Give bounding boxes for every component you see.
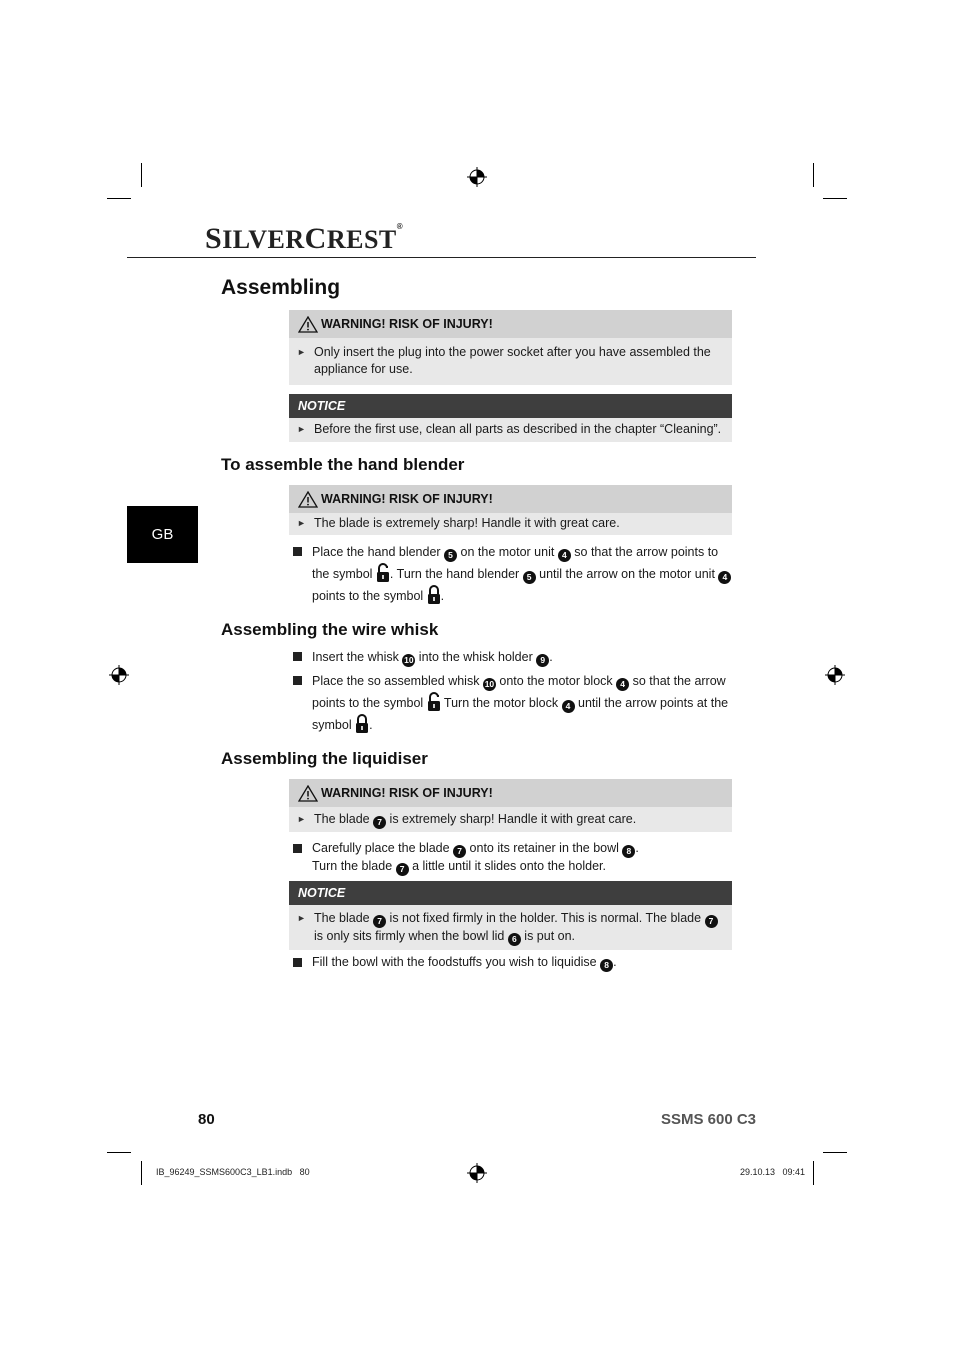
notice-header: NOTICE [289,394,732,418]
part-number-badge: 7 [373,816,386,829]
arrow-bullet-icon: ► [297,424,306,434]
header-rule [127,257,756,258]
instruction-list [293,646,738,736]
locked-padlock-icon [427,585,441,605]
warning-box [289,485,732,535]
warning-triangle-icon [298,316,318,333]
language-tab: GB [127,506,198,563]
page-number: 80 [198,1111,215,1128]
part-number-badge: 4 [718,571,731,584]
square-bullet-icon [293,676,302,685]
brand-logo: SILVERCREST® [205,222,404,255]
warning-header: WARNING! RISK OF INJURY! [289,485,732,513]
square-bullet-icon [293,547,302,556]
square-bullet-icon [293,958,302,967]
registration-mark-icon [109,665,129,685]
part-number-badge: 10 [484,679,495,689]
part-number-badge: 5 [444,549,457,562]
warning-box [289,779,732,832]
section-heading-liquidiser: Assembling the liquidiser [221,749,428,768]
notice-box [289,881,732,950]
warning-triangle-icon [298,491,318,508]
warning-header: WARNING! RISK OF INJURY! [289,310,732,338]
warning-item: ► The blade is extremely sharp! Handle it with great care. [297,516,620,530]
file-info: IB_96249_SSMS600C3_LB1.indb 80 [156,1167,310,1177]
warning-item: ► The blade 7 is extremely sharp! Handle it with great care. [297,812,637,827]
notice-box [289,394,732,442]
registration-mark-icon [825,665,845,685]
arrow-bullet-icon: ► [297,913,306,923]
part-number-badge: 4 [562,700,575,713]
print-date: 29.10.13 09:41 [739,1167,805,1177]
part-number-badge: 8 [600,959,613,972]
instruction-list [293,840,738,876]
registration-mark-icon [467,1163,487,1183]
section-heading-wire-whisk: Assembling the wire whisk [221,620,439,639]
registration-mark-icon [467,167,487,187]
notice-header: NOTICE [289,881,732,905]
part-number-badge: 4 [616,678,629,691]
part-number-badge: 7 [373,915,386,928]
list-item: Carefully place the blade 7 onto its retainer in the bowl 8 . Turn the blade 7 a little until it slides onto the holder. [293,840,738,876]
square-bullet-icon [293,652,302,661]
warning-header: WARNING! RISK OF INJURY! [289,779,732,807]
model-number: SSMS 600 C3 [660,1111,756,1128]
notice-item: ► Before the first use, clean all parts as described in the chapter “Cleaning”. [297,422,722,436]
arrow-bullet-icon: ► [297,347,306,357]
list-item: Insert the whisk 10 into the whisk holder 9 . [293,646,738,668]
part-number-badge: 8 [622,845,635,858]
unlocked-padlock-icon [427,692,441,712]
section-heading-hand-blender: To assemble the hand blender [221,455,465,474]
page-title: Assembling [221,276,341,299]
notice-item: ► The blade 7 is not fixed firmly in the holder. This is normal. The blade 7 is only sits firmly when the bowl lid 6 is put on. [297,910,722,946]
instruction-list [293,541,738,607]
arrow-bullet-icon: ► [297,518,306,528]
arrow-bullet-icon: ► [297,814,306,824]
locked-padlock-icon [355,714,369,734]
list-item: Fill the bowl with the foodstuffs you wish to liquidise 8 . [293,954,738,972]
part-number-badge: 7 [705,915,718,928]
warning-triangle-icon [298,785,318,802]
part-number-badge: 9 [536,654,549,667]
part-number-badge: 6 [508,933,521,946]
warning-box [289,310,732,385]
warning-item: ► Only insert the plug into the power socket after you have assembled the appliance for use. [297,345,711,376]
part-number-badge: 7 [396,863,409,876]
unlocked-padlock-icon [376,563,390,583]
part-number-badge: 4 [558,549,571,562]
square-bullet-icon [293,844,302,853]
list-item: Place the hand blender 5 on the motor unit 4 so that the arrow points to the symbol . Turn the hand blender 5 until the arrow on the motor unit 4 points to the symbol . [293,541,738,607]
instruction-list [293,954,738,972]
part-number-badge: 7 [453,845,466,858]
part-number-badge: 10 [404,655,414,665]
list-item: Place the so assembled whisk 10 onto the motor block 4 so that the arrow points to the symbol Turn the motor block 4 until the arrow points at the symbol . [293,670,738,736]
part-number-badge: 5 [523,571,536,584]
